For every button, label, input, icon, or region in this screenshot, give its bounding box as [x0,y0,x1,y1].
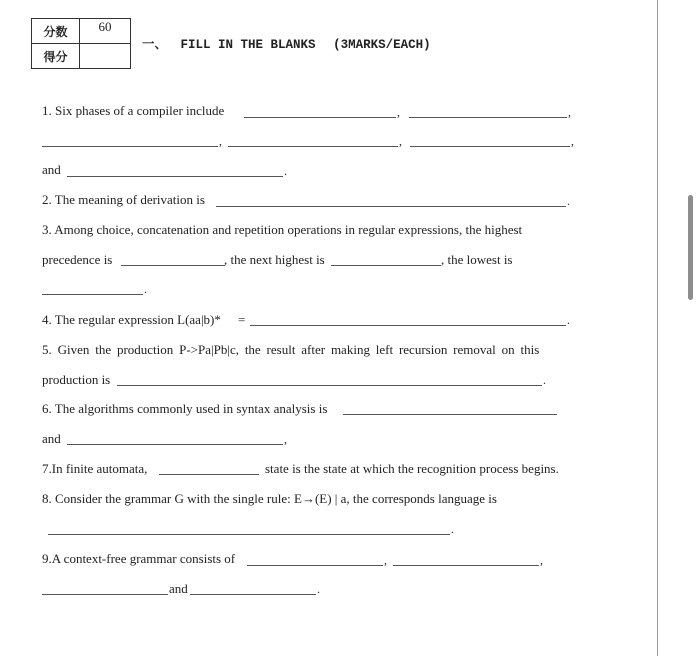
q6-comma: , [284,432,287,446]
q1-blank-1[interactable] [244,117,396,118]
q1-period: . [284,164,287,178]
section-title: FILL IN THE BLANKS [180,38,316,52]
q5-period: . [543,373,546,387]
grade-label: 得分 [32,44,80,69]
q3-blank-next[interactable] [331,265,441,266]
q4-blank[interactable] [250,325,566,326]
q6-blank-1[interactable] [343,414,557,415]
q1-blank-2[interactable] [409,117,567,118]
q2-text: 2. The meaning of derivation is [42,192,205,207]
section-marks: (3MARKS/EACH) [333,38,431,52]
q1-blank-6[interactable] [67,176,283,177]
q1-text: 1. Six phases of a compiler include [42,103,225,118]
q3-blank-highest[interactable] [121,265,225,266]
q9-and: and [169,581,188,596]
q4-eq: = [238,312,246,327]
q1-comma-2: , [568,105,571,119]
q1-blank-5[interactable] [410,146,570,147]
q2-period: . [567,194,570,208]
scrollbar-thumb[interactable] [688,195,693,300]
q4-text: 4. The regular expression L(aa|b)* [42,312,221,327]
q7-text: 7.In finite automata, [42,461,148,476]
q6-text: 6. The algorithms commonly used in syntax analysis is [42,401,328,416]
q1-blank-4[interactable] [228,146,398,147]
q9-blank-4[interactable] [190,594,316,595]
grade-value[interactable] [80,44,131,69]
q5-cont: production is [42,372,111,387]
q3-period: . [144,282,147,296]
section-heading [142,34,431,52]
q9-blank-2[interactable] [393,565,539,566]
q3-blank-lowest[interactable] [42,294,143,295]
q6-and: and [42,431,61,446]
q1-blank-3[interactable] [42,146,218,147]
q5-blank[interactable] [117,385,542,386]
q6-blank-2[interactable] [67,444,283,445]
q3-next: , the next highest is [224,252,325,267]
q1-comma-3: , [219,134,222,148]
q8-text: 8. Consider the grammar G with the single rule: E→(E) | a, the corresponds language is [42,491,497,506]
q9-period: . [317,582,320,596]
q3-precedence: precedence is [42,252,113,267]
score-label: 分数 [32,19,80,44]
section-number: 一、 [142,38,168,52]
q8-period: . [451,522,454,536]
q7-rest: state is the state at which the recognition process begins. [265,461,559,476]
q4-period: . [567,313,570,327]
q9-blank-3[interactable] [42,594,168,595]
q9-comma-1: , [384,553,387,567]
score-value: 60 [80,19,131,44]
q9-blank-1[interactable] [247,565,383,566]
q1-comma-5: , [571,134,574,148]
score-table [31,18,131,69]
page-edge-line [657,0,658,656]
q3-lowest: , the lowest is [441,252,513,267]
q7-blank[interactable] [159,474,259,475]
q9-comma-2: , [540,553,543,567]
q2-blank[interactable] [216,206,566,207]
q9-text: 9.A context-free grammar consists of [42,551,236,566]
q1-comma-1: , [397,105,400,119]
q1-comma-4: , [399,134,402,148]
q5-text: 5. Given the production P->Pa|Pb|c, the result after making left recursion removal on this [42,342,540,357]
q8-blank[interactable] [48,534,450,535]
q1-and: and [42,162,61,177]
q3-text: 3. Among choice, concatenation and repetition operations in regular expressions, the highest [42,222,523,237]
